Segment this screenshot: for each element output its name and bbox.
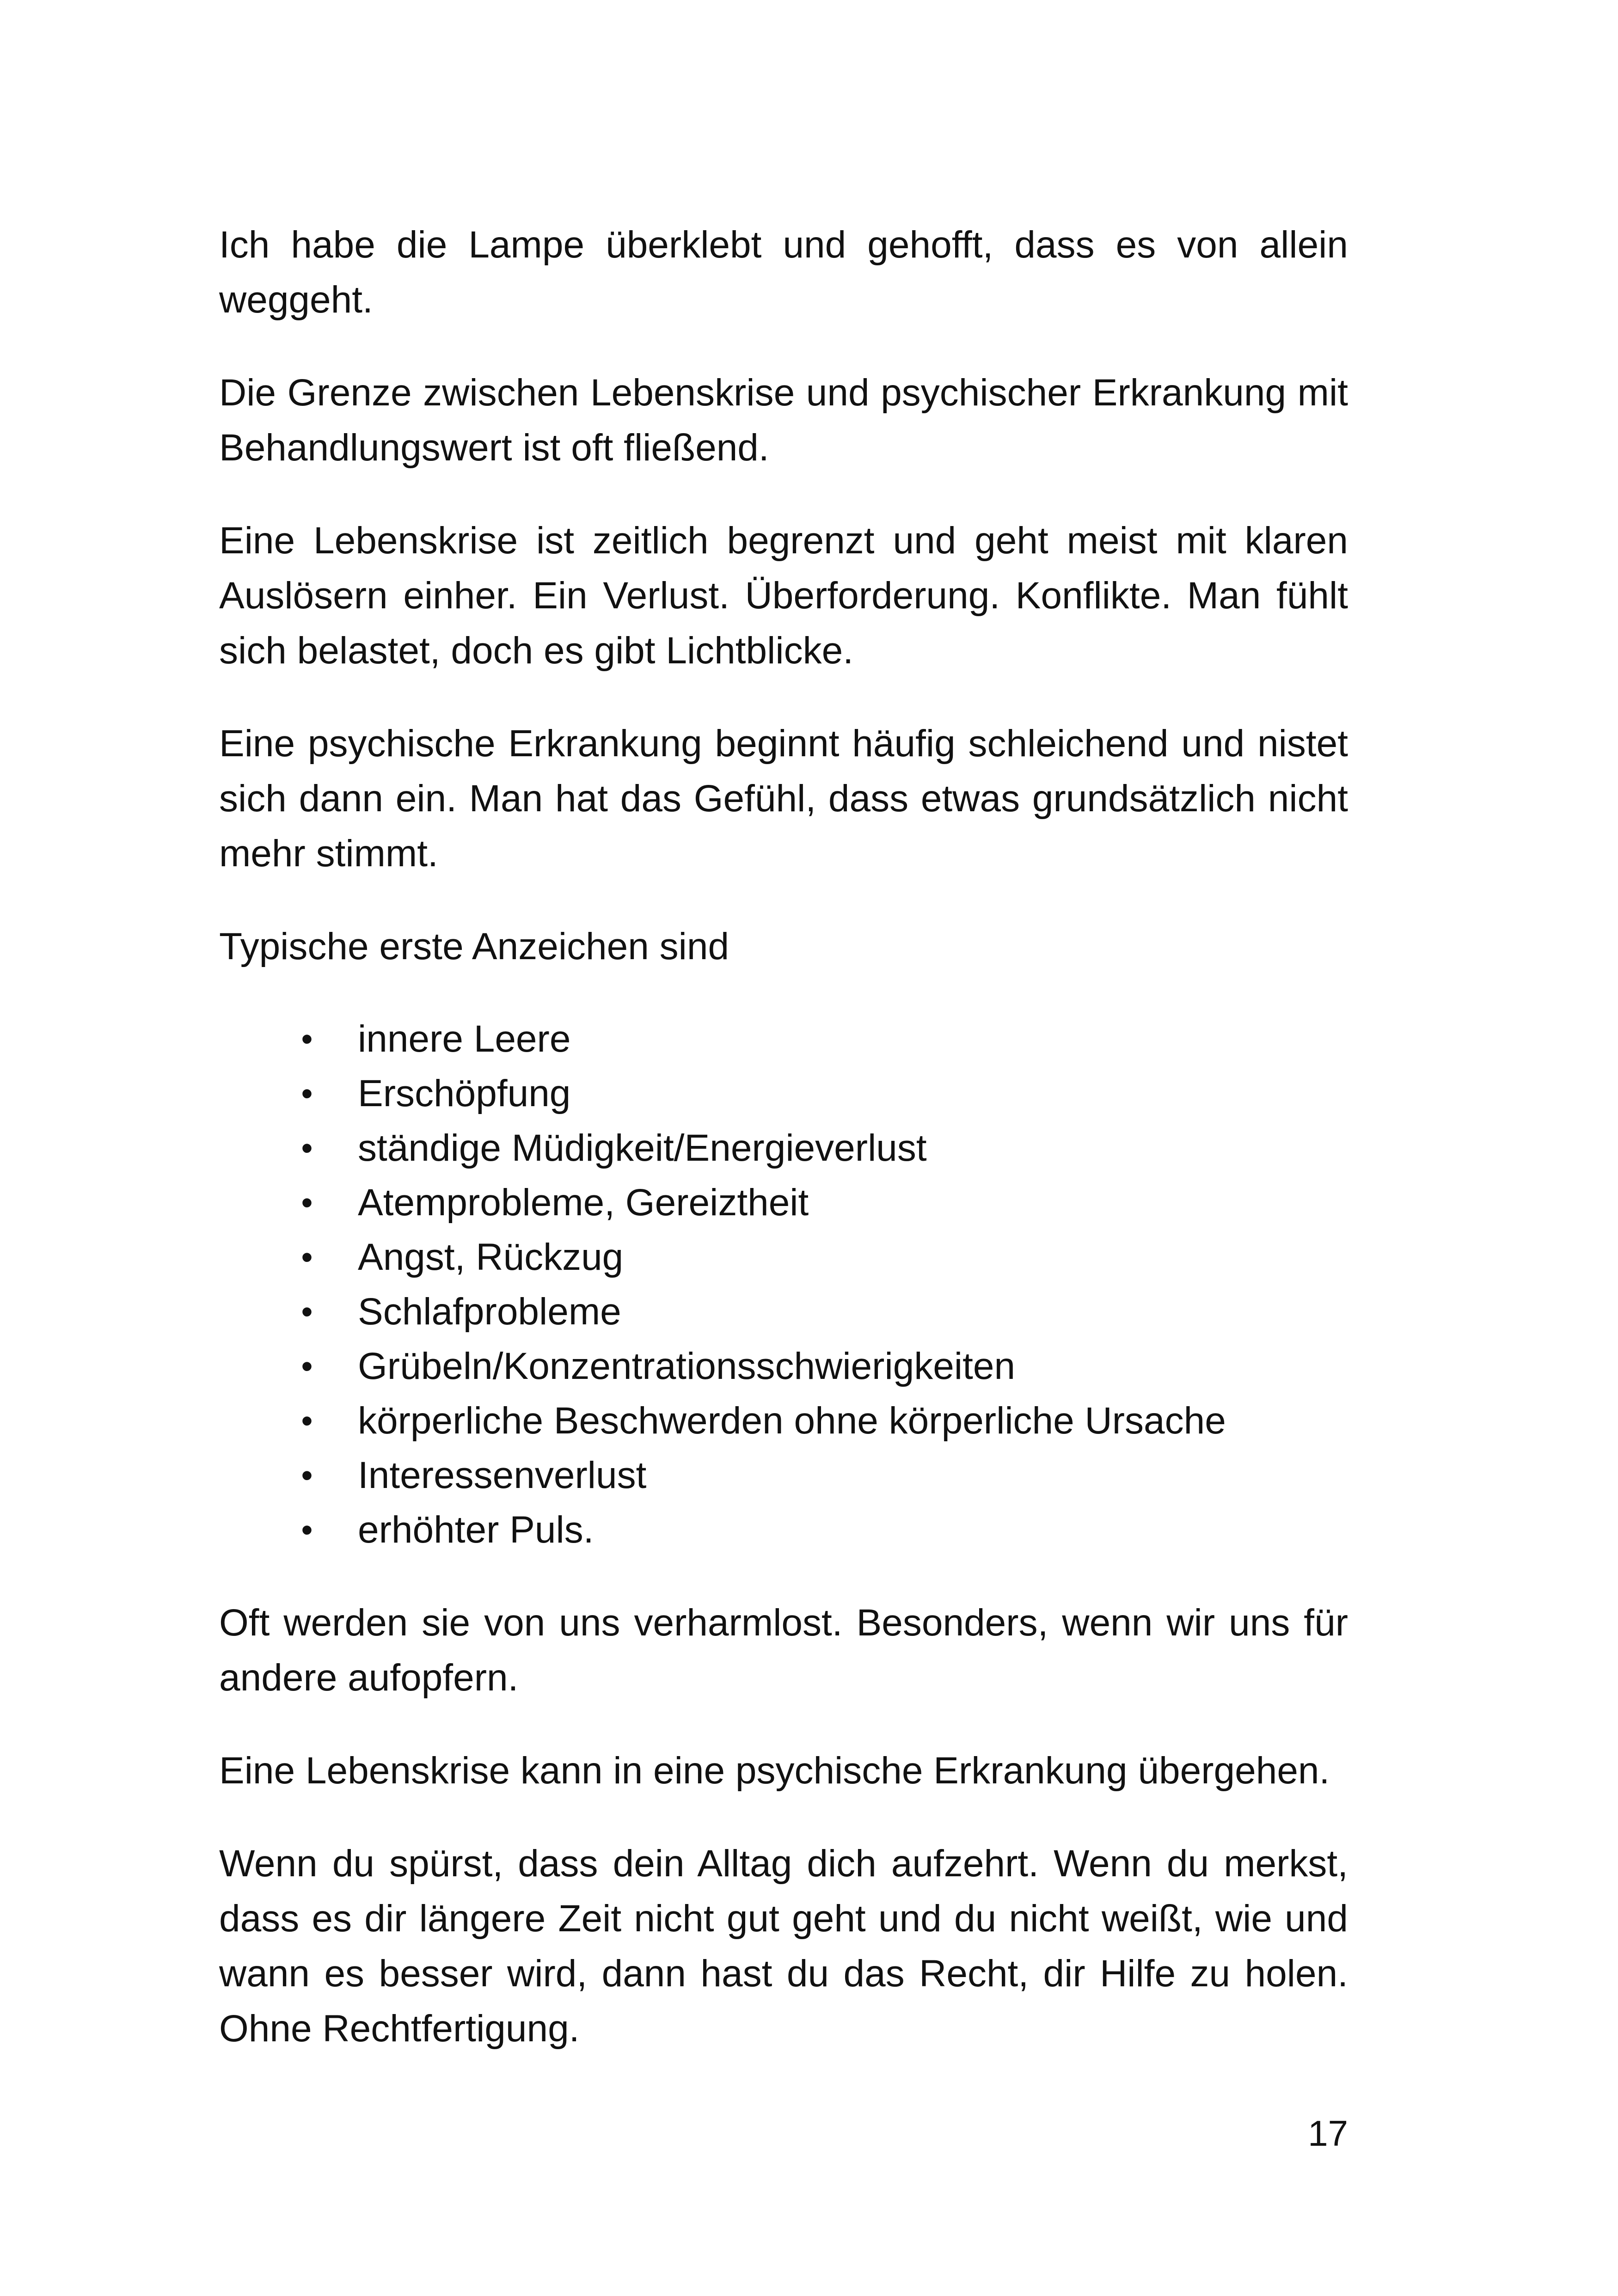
paragraph-lamp: Ich habe die Lampe überklebt und gehofft, dass es von allein weggeht.	[219, 224, 1348, 321]
list-item	[219, 1503, 1348, 1557]
bullet-icon: •	[301, 1239, 313, 1276]
body-text	[219, 217, 1348, 2094]
symptom-label: Atemprobleme, Gereiztheit	[358, 1182, 809, 1224]
symptom-label: Schlafprobleme	[358, 1291, 621, 1333]
list-item	[219, 1121, 1348, 1176]
paragraph-life-crisis: Eine Lebenskrise ist zeitlich begrenzt und geht meist mit klaren Auslösern einher. Ein Verlust. Überforderung. Konflikte. Man fühlt sich belastet, doch es gibt Lichtblicke.	[219, 520, 1348, 672]
symptom-label: innere Leere	[358, 1018, 571, 1060]
list-item	[219, 1066, 1348, 1121]
symptom-label: Angst, Rückzug	[358, 1236, 624, 1278]
list-item	[219, 1448, 1348, 1503]
bullet-icon: •	[301, 1184, 313, 1221]
list-item	[219, 1176, 1348, 1230]
symptom-label: körperliche Beschwerden ohne körperliche Ursache	[358, 1400, 1226, 1442]
bullet-icon: •	[301, 1402, 313, 1439]
bullet-icon: •	[301, 1512, 313, 1549]
bullet-icon: •	[301, 1293, 313, 1330]
list-item	[219, 1012, 1348, 1066]
paragraph-mental-illness: Eine psychische Erkrankung beginnt häufig schleichend und nistet sich dann ein. Man hat das Gefühl, dass etwas grundsätzlich nicht mehr stimmt.	[219, 722, 1348, 875]
bullet-icon: •	[301, 1130, 313, 1167]
bullet-icon: •	[301, 1348, 313, 1385]
list-intro: Typische erste Anzeichen sind	[219, 925, 729, 967]
symptom-label: Erschöpfung	[358, 1072, 571, 1114]
bullet-icon: •	[301, 1021, 313, 1058]
symptom-label: erhöhter Puls.	[358, 1509, 594, 1551]
symptom-label: ständige Müdigkeit/Energieverlust	[358, 1127, 927, 1169]
list-item	[219, 1230, 1348, 1285]
page-number: 17	[1308, 2113, 1348, 2154]
bullet-icon: •	[301, 1457, 313, 1494]
symptom-label: Interessenverlust	[358, 1454, 647, 1496]
list-item	[219, 1339, 1348, 1394]
paragraph-trivialize: Oft werden sie von uns verharmlost. Besonders, wenn wir uns für andere aufopfern.	[219, 1602, 1348, 1699]
list-item	[219, 1285, 1348, 1339]
symptom-list	[219, 1012, 1348, 1557]
paragraph-boundary: Die Grenze zwischen Lebenskrise und psychischer Erkrankung mit Behandlungswert ist oft fließend.	[219, 372, 1348, 469]
paragraph-right-to-help: Wenn du spürst, dass dein Alltag dich aufzehrt. Wenn du merkst, dass es dir längere Zeit nicht gut geht und du nicht weißt, wie und wann es besser wird, dann hast du das Recht, dir Hilfe zu holen. Ohne Rechtfertigung.	[219, 1843, 1348, 2050]
symptom-label: Grübeln/Konzentrationsschwierigkeiten	[358, 1345, 1016, 1387]
list-item	[219, 1394, 1348, 1448]
bullet-icon: •	[301, 1075, 313, 1112]
paragraph-transition: Eine Lebenskrise kann in eine psychische Erkrankung übergehen.	[219, 1750, 1330, 1792]
